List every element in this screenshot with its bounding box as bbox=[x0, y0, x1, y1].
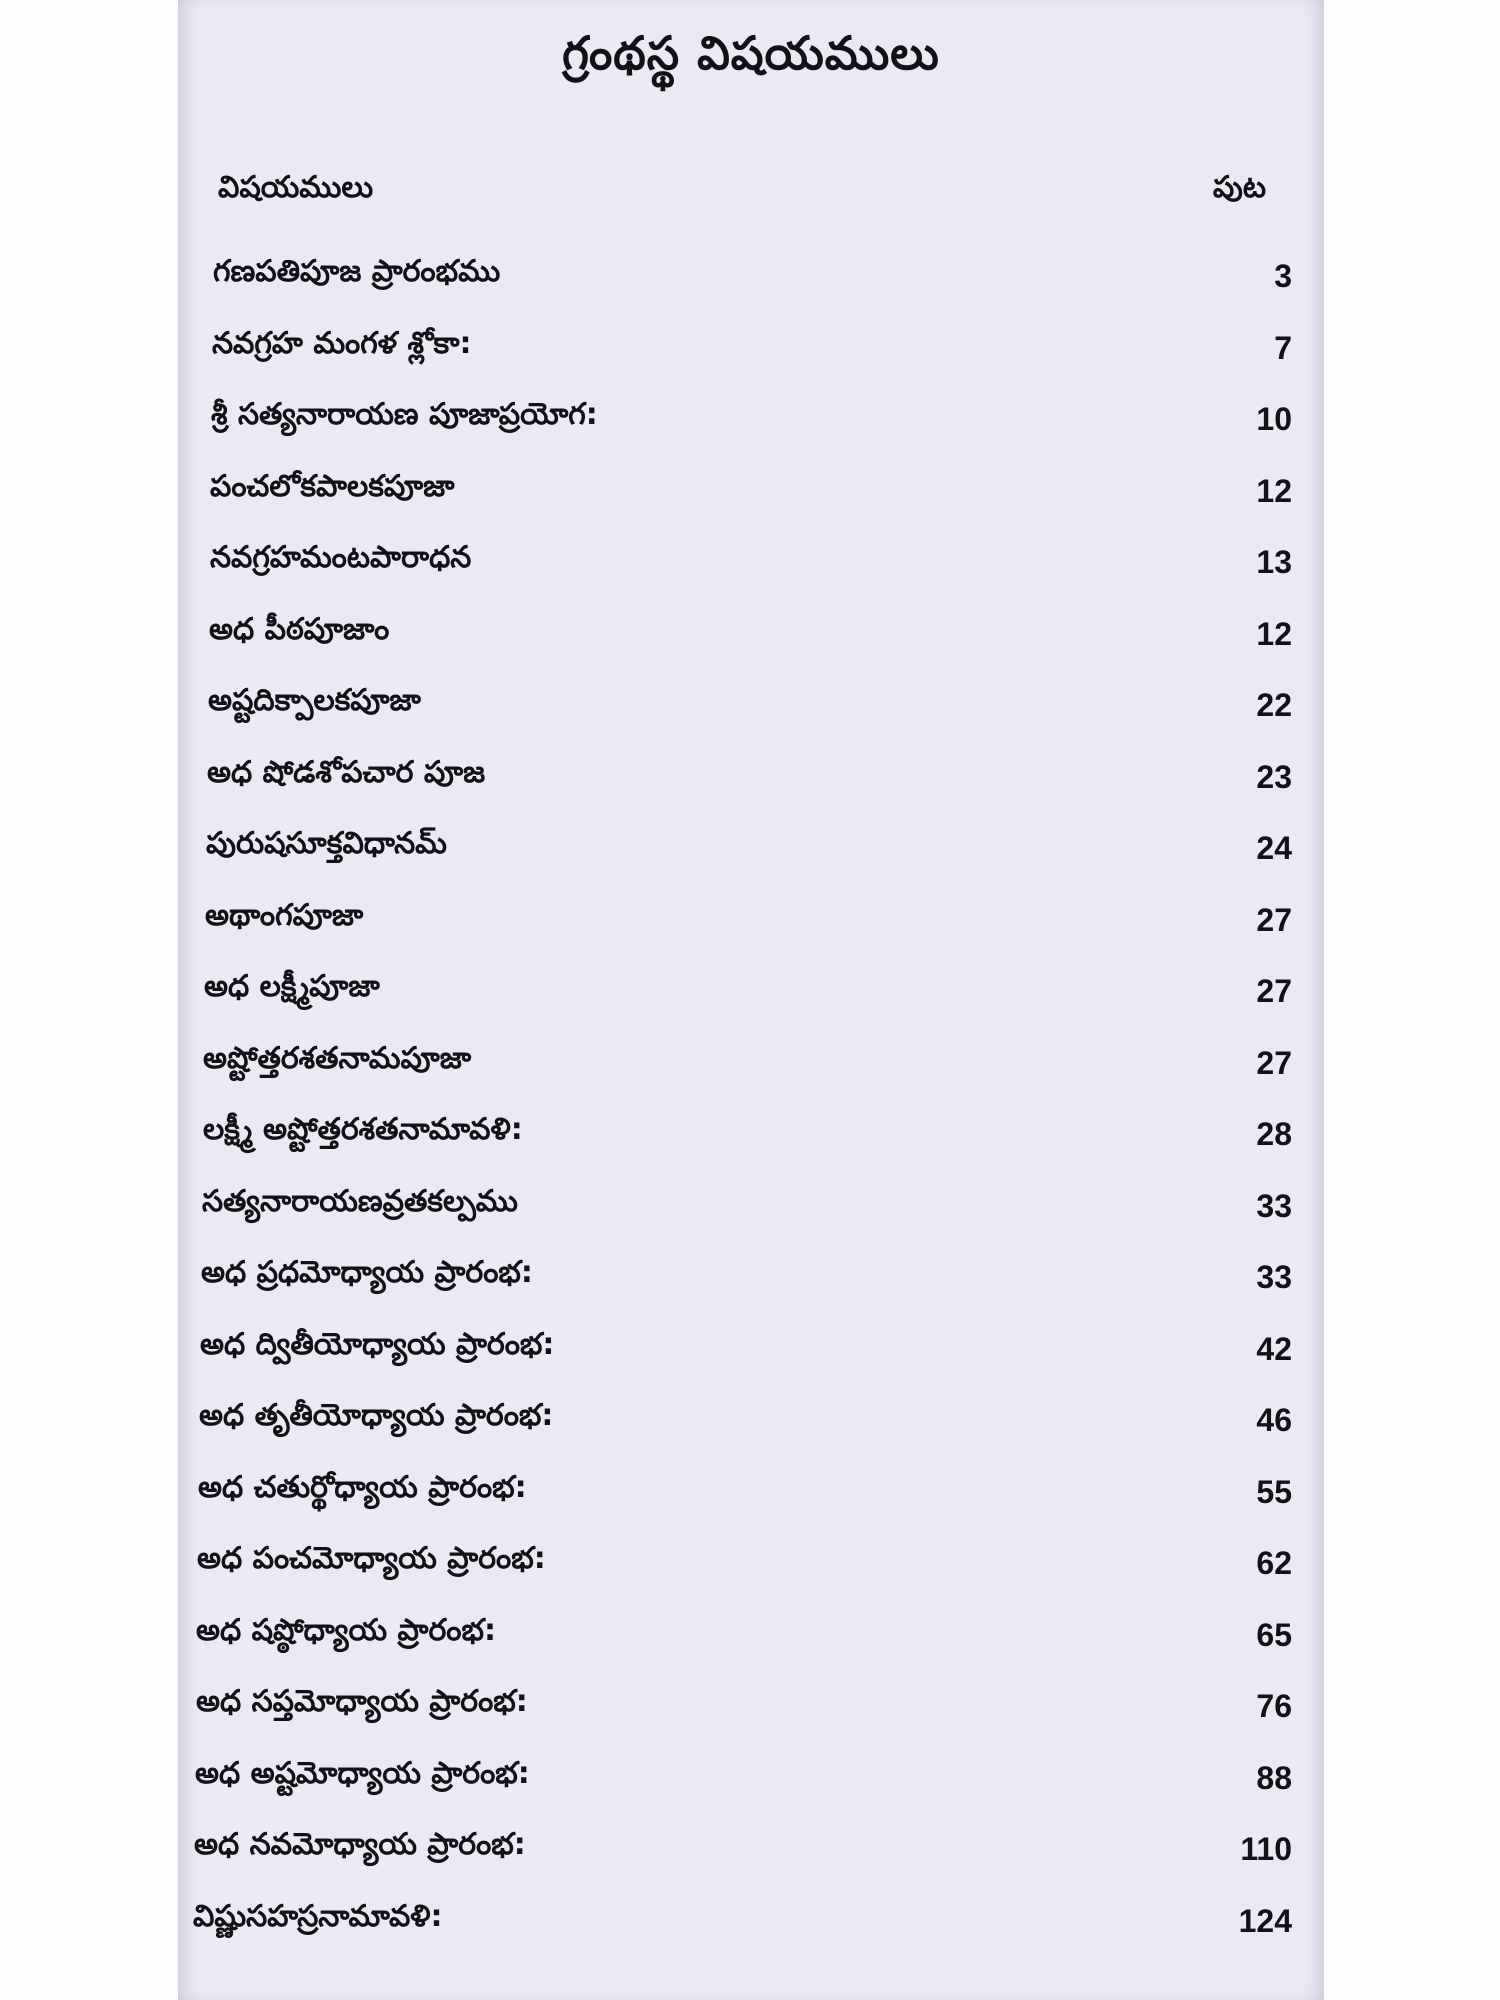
toc-entry-title: శ్రీ సత్యనారాయణ పూజాప్రయోగ: bbox=[211, 397, 598, 432]
toc-entry bbox=[178, 679, 1324, 751]
toc-entry-page-number: 124 bbox=[1238, 1902, 1292, 1939]
toc-entry-title: అధ అష్టమోధ్యాయ ప్రారంభ: bbox=[195, 1755, 530, 1791]
toc-entry-title: అష్టదిక్పాలకపూజా bbox=[208, 683, 421, 718]
toc-entry bbox=[178, 1394, 1324, 1466]
toc-entry bbox=[178, 1037, 1324, 1109]
toc-entry-title: పంచలోకపాలకపూజా bbox=[210, 468, 455, 504]
table-of-contents bbox=[178, 250, 1324, 1966]
toc-entry-title: అధ లక్ష్మీపూజా bbox=[204, 969, 380, 1004]
toc-entry bbox=[178, 393, 1324, 465]
toc-entry-page-number: 28 bbox=[1256, 1116, 1292, 1152]
toc-entry bbox=[178, 822, 1324, 894]
toc-entry bbox=[178, 1180, 1324, 1252]
toc-entry bbox=[178, 465, 1324, 537]
toc-entry-page-number: 33 bbox=[1256, 1259, 1292, 1295]
toc-entry-title: నవగ్రహ మంగళ శ్లోకా: bbox=[212, 325, 472, 361]
toc-header bbox=[218, 170, 1266, 220]
toc-entry-title: అధ షష్ఠోధ్యాయ ప్రారంభ: bbox=[196, 1612, 496, 1648]
toc-entry-page-number: 46 bbox=[1256, 1402, 1292, 1438]
toc-entry-title: అధ చతుర్థోధ్యాయ ప్రారంభ: bbox=[198, 1469, 527, 1505]
toc-entry-page-number: 65 bbox=[1256, 1616, 1292, 1653]
toc-entry-title: లక్ష్మీ అష్టోత్తరశతనామావళి: bbox=[203, 1112, 523, 1147]
toc-entry-page-number: 7 bbox=[1274, 329, 1292, 366]
toc-entry-page-number: 27 bbox=[1256, 901, 1292, 938]
toc-entry-page-number: 62 bbox=[1256, 1545, 1292, 1581]
toc-entry-page-number: 33 bbox=[1256, 1187, 1292, 1224]
toc-entry-page-number: 42 bbox=[1256, 1330, 1292, 1367]
page-column-header: పుట bbox=[1212, 170, 1266, 205]
toc-entry bbox=[178, 894, 1324, 966]
toc-entry bbox=[178, 1609, 1324, 1681]
toc-entry-title: అష్టోత్తరశతనామపూజా bbox=[203, 1040, 472, 1076]
toc-entry bbox=[178, 751, 1324, 823]
toc-entry bbox=[178, 536, 1324, 608]
toc-entry-title: అధ సప్తమోధ్యాయ ప్రారంభ: bbox=[196, 1684, 528, 1719]
page-title: గ్రంథస్థ విషయములు bbox=[562, 26, 940, 80]
toc-entry-title: నవగ్రహమంటపారాధన bbox=[210, 540, 472, 575]
toc-entry bbox=[178, 250, 1324, 322]
toc-entry bbox=[178, 1895, 1324, 1967]
toc-entry-title: అధ ప్రధమోధ్యాయ ప్రారంభ: bbox=[201, 1255, 533, 1290]
toc-entry-page-number: 22 bbox=[1256, 687, 1292, 723]
toc-entry bbox=[178, 1108, 1324, 1180]
subjects-column-header: విషయములు bbox=[218, 170, 374, 205]
toc-entry-page-number: 76 bbox=[1256, 1688, 1292, 1724]
toc-entry-title: అధ పంచమోధ్యాయ ప్రారంభ: bbox=[197, 1541, 546, 1576]
book-page bbox=[178, 0, 1324, 2000]
toc-entry bbox=[178, 1823, 1324, 1895]
toc-entry bbox=[178, 1537, 1324, 1609]
toc-entry-page-number: 55 bbox=[1256, 1473, 1292, 1510]
toc-entry-title: అధ పీఠపూజాం bbox=[209, 611, 390, 647]
toc-entry-page-number: 3 bbox=[1274, 258, 1292, 294]
toc-entry-page-number: 110 bbox=[1240, 1831, 1292, 1867]
toc-entry-title: అధ నవమోధ్యాయ ప్రారంభ: bbox=[194, 1827, 526, 1862]
toc-entry bbox=[178, 1752, 1324, 1824]
toc-entry-title: అధ తృతీయోధ్యాయ ప్రారంభ: bbox=[199, 1398, 554, 1433]
toc-entry-title: గణపతిపూజ ప్రారంభము bbox=[213, 254, 501, 289]
toc-entry-page-number: 12 bbox=[1256, 472, 1292, 509]
toc-entry-title: అధ షోడశోపచార పూజ bbox=[207, 754, 486, 790]
toc-entry bbox=[178, 608, 1324, 680]
toc-entry-page-number: 13 bbox=[1256, 544, 1292, 580]
toc-entry-title: విష్ణుసహస్రనామావళి: bbox=[193, 1898, 443, 1934]
toc-entry-title: పురుషసూక్తవిధానమ్ bbox=[206, 826, 447, 861]
toc-entry-page-number: 12 bbox=[1256, 615, 1292, 652]
toc-entry-title: అథాంగపూజా bbox=[205, 897, 364, 933]
toc-entry bbox=[178, 965, 1324, 1037]
toc-entry-page-number: 24 bbox=[1256, 830, 1292, 866]
toc-entry bbox=[178, 1323, 1324, 1395]
toc-entry-page-number: 23 bbox=[1256, 758, 1292, 795]
toc-entry bbox=[178, 1466, 1324, 1538]
toc-entry-page-number: 27 bbox=[1256, 973, 1292, 1009]
toc-entry-title: అధ ద్వితీయోధ్యాయ ప్రారంభ: bbox=[200, 1326, 555, 1362]
toc-entry bbox=[178, 1251, 1324, 1323]
toc-entry-page-number: 88 bbox=[1256, 1759, 1292, 1796]
toc-entry-title: సత్యనారాయణవ్రతకల్పము bbox=[202, 1183, 518, 1219]
toc-entry bbox=[178, 1680, 1324, 1752]
toc-entry-page-number: 10 bbox=[1256, 401, 1292, 437]
toc-entry-page-number: 27 bbox=[1256, 1044, 1292, 1081]
toc-entry bbox=[178, 322, 1324, 394]
